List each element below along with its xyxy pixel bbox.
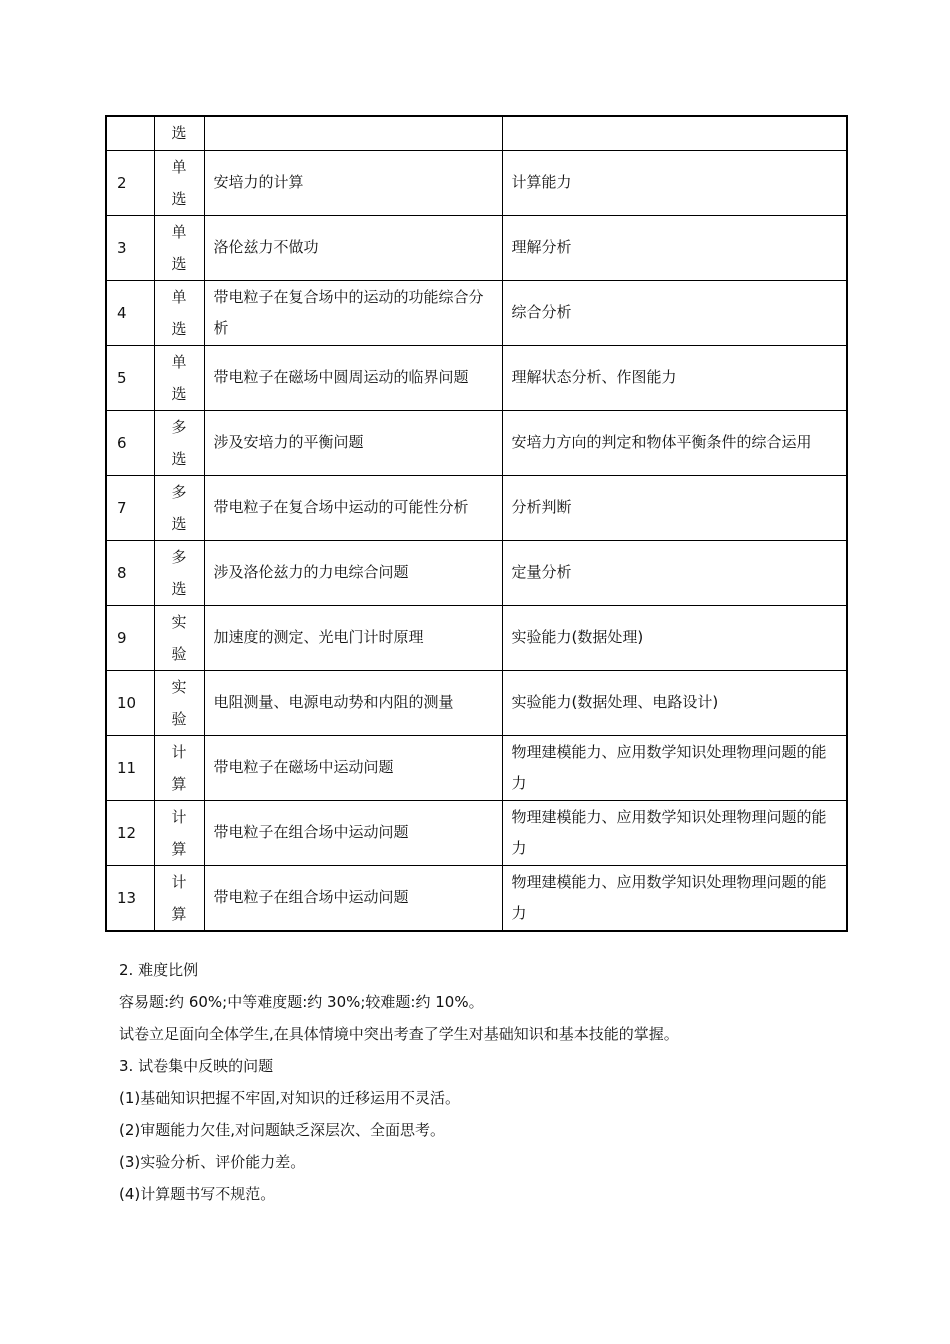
question-type-text: 计算 <box>171 872 187 923</box>
question-type-text: 多选 <box>171 417 187 468</box>
ability-cell: 实验能力(数据处理、电路设计) <box>502 670 847 735</box>
topic-cell: 带电粒子在磁场中圆周运动的临界问题 <box>204 345 502 410</box>
question-number-cell: 12 <box>106 800 154 865</box>
question-number-cell: 8 <box>106 540 154 605</box>
ability-cell: 理解分析 <box>502 215 847 280</box>
topic-cell <box>204 116 502 150</box>
topic-cell: 安培力的计算 <box>204 150 502 215</box>
topic-cell: 电阻测量、电源电动势和内阻的测量 <box>204 670 502 735</box>
question-number-cell <box>106 116 154 150</box>
table-row <box>106 670 847 735</box>
question-type-text: 计算 <box>171 807 187 858</box>
problem-item: (3)实验分析、评价能力差。 <box>119 1153 306 1171</box>
question-type-cell <box>154 670 204 735</box>
question-type-text: 单选 <box>171 352 187 403</box>
question-type-cell <box>154 865 204 931</box>
topic-cell: 涉及洛伦兹力的力电综合问题 <box>204 540 502 605</box>
question-number-cell: 3 <box>106 215 154 280</box>
ability-cell: 实验能力(数据处理) <box>502 605 847 670</box>
topic-cell: 洛伦兹力不做功 <box>204 215 502 280</box>
question-type-cell <box>154 345 204 410</box>
ability-cell: 理解状态分析、作图能力 <box>502 345 847 410</box>
question-type-cell <box>154 800 204 865</box>
question-number-cell: 4 <box>106 280 154 345</box>
exam-analysis-table <box>105 115 848 932</box>
problems-heading: 3. 试卷集中反映的问题 <box>119 1057 274 1075</box>
question-type-cell <box>154 475 204 540</box>
question-type-text: 单选 <box>171 157 187 208</box>
table-row <box>106 540 847 605</box>
question-type-cell <box>154 605 204 670</box>
table-row <box>106 865 847 931</box>
table-row <box>106 800 847 865</box>
question-type-cell <box>154 735 204 800</box>
table-body <box>106 116 847 931</box>
topic-cell: 带电粒子在组合场中运动问题 <box>204 865 502 931</box>
ability-cell: 物理建模能力、应用数学知识处理物理问题的能力 <box>502 735 847 800</box>
question-number-cell: 10 <box>106 670 154 735</box>
table-row <box>106 735 847 800</box>
question-number-cell: 5 <box>106 345 154 410</box>
table-row-continued <box>106 116 847 150</box>
ability-cell: 计算能力 <box>502 150 847 215</box>
ability-cell: 安培力方向的判定和物体平衡条件的综合运用 <box>502 410 847 475</box>
question-type-text: 单选 <box>171 222 187 273</box>
topic-cell: 带电粒子在复合场中的运动的功能综合分析 <box>204 280 502 345</box>
question-type-text: 多选 <box>171 547 187 598</box>
question-type-cell <box>154 410 204 475</box>
table-row <box>106 475 847 540</box>
table-row <box>106 150 847 215</box>
question-type-cell <box>154 540 204 605</box>
problem-item: (4)计算题书写不规范。 <box>119 1185 276 1203</box>
table-row <box>106 280 847 345</box>
ability-cell <box>502 116 847 150</box>
difficulty-ratio: 容易题:约 60%;中等难度题:约 30%;较难题:约 10%。 <box>119 993 484 1011</box>
difficulty-summary: 试卷立足面向全体学生,在具体情境中突出考查了学生对基础知识和基本技能的掌握。 <box>119 1025 679 1043</box>
question-type-cell <box>154 280 204 345</box>
problems-section <box>119 1050 819 1210</box>
question-type-text: 多选 <box>171 482 187 533</box>
question-number-cell: 13 <box>106 865 154 931</box>
ability-cell: 物理建模能力、应用数学知识处理物理问题的能力 <box>502 865 847 931</box>
question-type-text: 选 <box>171 124 187 143</box>
table-row <box>106 215 847 280</box>
question-number-cell: 11 <box>106 735 154 800</box>
question-number-cell: 7 <box>106 475 154 540</box>
difficulty-heading: 2. 难度比例 <box>119 961 199 979</box>
topic-cell: 加速度的测定、光电门计时原理 <box>204 605 502 670</box>
table-row <box>106 410 847 475</box>
topic-cell: 带电粒子在组合场中运动问题 <box>204 800 502 865</box>
problem-item: (1)基础知识把握不牢固,对知识的迁移运用不灵活。 <box>119 1089 461 1107</box>
ability-cell: 综合分析 <box>502 280 847 345</box>
ability-cell: 物理建模能力、应用数学知识处理物理问题的能力 <box>502 800 847 865</box>
question-type-cell <box>154 116 204 150</box>
topic-cell: 带电粒子在磁场中运动问题 <box>204 735 502 800</box>
difficulty-section <box>119 954 819 1050</box>
question-type-text: 实验 <box>171 612 187 663</box>
question-number-cell: 9 <box>106 605 154 670</box>
question-type-text: 计算 <box>171 742 187 793</box>
ability-cell: 定量分析 <box>502 540 847 605</box>
question-type-text: 实验 <box>171 677 187 728</box>
question-type-text: 单选 <box>171 287 187 338</box>
table-row <box>106 605 847 670</box>
problem-item: (2)审题能力欠佳,对问题缺乏深层次、全面思考。 <box>119 1121 446 1139</box>
question-number-cell: 2 <box>106 150 154 215</box>
topic-cell: 涉及安培力的平衡问题 <box>204 410 502 475</box>
ability-cell: 分析判断 <box>502 475 847 540</box>
question-number-cell: 6 <box>106 410 154 475</box>
question-type-cell <box>154 215 204 280</box>
table-row <box>106 345 847 410</box>
question-type-cell <box>154 150 204 215</box>
topic-cell: 带电粒子在复合场中运动的可能性分析 <box>204 475 502 540</box>
